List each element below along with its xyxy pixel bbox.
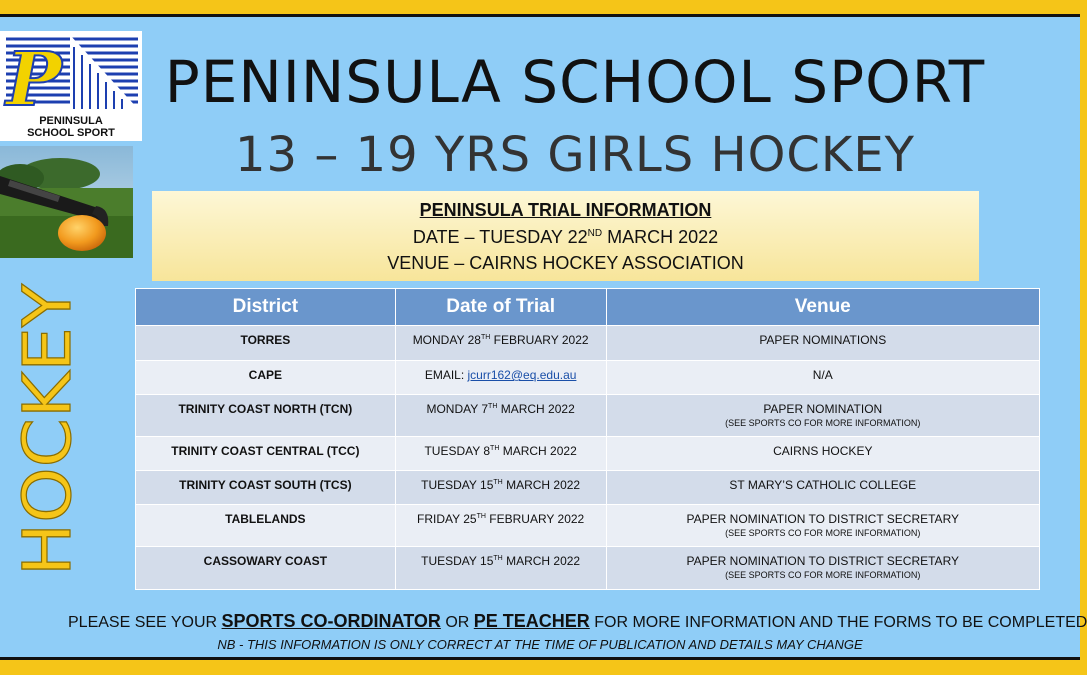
sports-coordinator-text: SPORTS CO-ORDINATOR <box>221 611 441 631</box>
venue-cell: PAPER NOMINATION TO DISTRICT SECRETARY (SEE SPORTS CO FOR MORE INFORMATION) <box>606 505 1039 547</box>
venue-cell: PAPER NOMINATIONS <box>606 326 1039 361</box>
date-cell: MONDAY 28TH FEBRUARY 2022 <box>395 326 606 361</box>
date-cell: EMAIL: jcurr162@eq.edu.au <box>395 361 606 395</box>
venue-note: (SEE SPORTS CO FOR MORE INFORMATION) <box>725 528 921 538</box>
district-cell: TRINITY COAST CENTRAL (TCC) <box>136 437 396 471</box>
table-header-row <box>136 289 1040 326</box>
hockey-photo <box>0 146 133 258</box>
district-cell: TABLELANDS <box>136 505 396 547</box>
trial-date-prefix: DATE – TUESDAY 22 <box>412 227 588 247</box>
side-word-text: HOCKEY <box>9 303 86 576</box>
page-title: PENINSULA SCHOOL SPORT <box>164 48 986 116</box>
date-cell: FRIDAY 25TH FEBRUARY 2022 <box>395 505 606 547</box>
table-row <box>136 437 1040 471</box>
date-cell: TUESDAY 8TH MARCH 2022 <box>395 437 606 471</box>
logo-line-2: SCHOOL SPORT <box>27 127 115 139</box>
district-cell: TRINITY COAST SOUTH (TCS) <box>136 471 396 505</box>
table-row <box>136 326 1040 361</box>
district-cell: TORRES <box>136 326 396 361</box>
footer-text: OR <box>440 614 474 631</box>
side-word-hockey <box>9 280 86 580</box>
page-subtitle: 13 – 19 YRS GIRLS HOCKEY <box>234 127 915 183</box>
trial-info-heading: PENINSULA TRIAL INFORMATION <box>419 200 712 220</box>
district-cell: CASSOWARY COAST <box>136 547 396 590</box>
venue-cell: N/A <box>606 361 1039 395</box>
trial-date <box>152 221 979 250</box>
footer-disclaimer: NB - THIS INFORMATION IS ONLY CORRECT AT THE TIME OF PUBLICATION AND DETAILS MAY CHANGE <box>217 637 863 652</box>
trial-info-box <box>152 191 979 281</box>
header-venue: Venue <box>606 289 1039 326</box>
district-trials-table <box>135 288 1040 590</box>
venue-cell: ST MARY’S CATHOLIC COLLEGE <box>606 471 1039 505</box>
header-date: Date of Trial <box>395 289 606 326</box>
table-row <box>136 361 1040 395</box>
footer-instructions <box>68 611 1087 632</box>
table-row <box>136 547 1040 590</box>
logo-letter: P <box>6 37 62 123</box>
table-row <box>136 395 1040 437</box>
header-district: District <box>136 289 396 326</box>
district-cell: TRINITY COAST NORTH (TCN) <box>136 395 396 437</box>
footer-text: FOR MORE INFORMATION AND THE FORMS TO BE COMPLETED <box>589 614 1087 631</box>
email-link[interactable]: jcurr162@eq.edu.au <box>467 368 577 382</box>
footer-text: PLEASE SEE YOUR <box>68 614 222 631</box>
district-cell: CAPE <box>136 361 396 395</box>
trial-date-suffix: MARCH 2022 <box>602 227 719 247</box>
table-row <box>136 505 1040 547</box>
trial-venue: VENUE – CAIRNS HOCKEY ASSOCIATION <box>387 253 744 273</box>
venue-note: (SEE SPORTS CO FOR MORE INFORMATION) <box>725 570 921 580</box>
venue-cell: PAPER NOMINATION (SEE SPORTS CO FOR MORE INFORMATION) <box>606 395 1039 437</box>
table-row <box>136 471 1040 505</box>
hockey-stick-ball-image <box>0 146 133 258</box>
venue-cell: PAPER NOMINATION TO DISTRICT SECRETARY (SEE SPORTS CO FOR MORE INFORMATION) <box>606 547 1039 590</box>
venue-note: (SEE SPORTS CO FOR MORE INFORMATION) <box>725 418 921 428</box>
date-cell: MONDAY 7TH MARCH 2022 <box>395 395 606 437</box>
pe-teacher-text: PE TEACHER <box>473 611 590 631</box>
peninsula-logo <box>0 31 142 141</box>
date-cell: TUESDAY 15TH MARCH 2022 <box>395 471 606 505</box>
logo-line-1: PENINSULA <box>39 115 103 127</box>
date-cell: TUESDAY 15TH MARCH 2022 <box>395 547 606 590</box>
venue-cell: CAIRNS HOCKEY <box>606 437 1039 471</box>
trial-date-sup: ND <box>587 228 603 239</box>
